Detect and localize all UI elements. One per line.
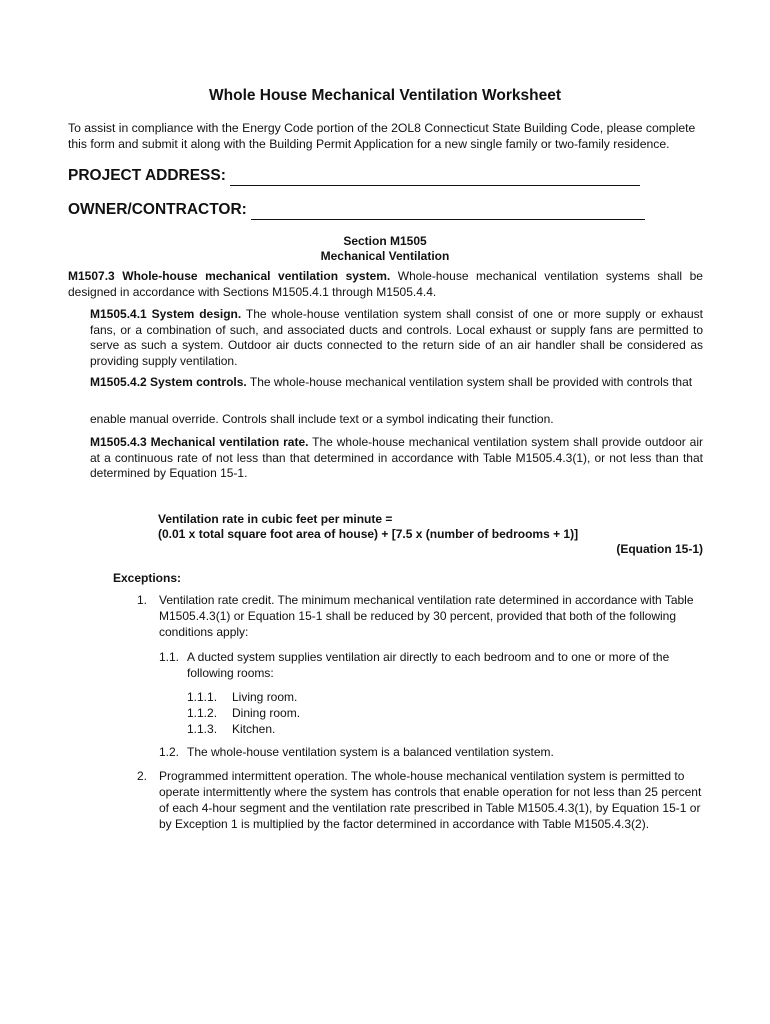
- exception-2-text: Programmed intermittent operation. The whole-house mechanical ventilation system is permitted to operate intermittently where the system has controls that enable operation for not less than 25 percent of each 4-hour segment and the ventilation rate prescribed in Table M1505.4.3(1), by Equation 15-1 or by Exception 1 is multiplied by the factor determined in accordance with Table M1505.4.3(2).: [159, 769, 702, 831]
- equation-line-2: (0.01 x total square foot area of house) + [7.5 x (number of bedrooms + 1)]: [158, 527, 579, 541]
- project-address-field: [68, 166, 640, 186]
- room-1-text: Living room.: [232, 690, 298, 704]
- exception-1-2-text: The whole-house ventilation system is a balanced ventilation system.: [187, 745, 554, 759]
- exception-1-2-number: 1.2.: [159, 745, 180, 759]
- room-2-number: 1.1.2.: [187, 706, 218, 720]
- exception-2-number: 2.: [137, 769, 148, 783]
- m1505-4-3-text: The whole-house mechanical ventilation system shall provide outdoor air at a continuous rate of not less than that determined in accordance with Table M1505.4.3(1), or not less than that determined by Equation 15-1.: [90, 435, 703, 480]
- equation-reference: (Equation 15-1): [616, 542, 703, 556]
- room-2-text: Dining room.: [232, 706, 301, 720]
- m1505-4-3-heading: M1505.4.3 Mechanical ventilation rate.: [90, 435, 309, 449]
- owner-contractor-field: [68, 200, 645, 220]
- m1505-4-3-paragraph: [90, 435, 703, 482]
- m1507-text: Whole-house mechanical ventilation systems shall be designed in accordance with Sections M1505.4.1 through M1505.4.4.: [68, 269, 703, 299]
- m1505-4-2-text: The whole-house mechanical ventilation system shall be provided with controls that: [246, 375, 693, 389]
- exception-1-1-text: A ducted system supplies ventilation air directly to each bedroom and to one or more of the following rooms:: [187, 650, 670, 680]
- owner-contractor-label: OWNER/CONTRACTOR:: [68, 201, 247, 218]
- m1505-4-2-heading: M1505.4.2 System controls.: [90, 375, 247, 389]
- m1505-4-2-continuation: enable manual override. Controls shall include text or a symbol indicating their function.: [90, 412, 554, 426]
- owner-contractor-input-line[interactable]: [251, 205, 645, 220]
- exception-1-number: 1.: [137, 593, 148, 607]
- page-title: Whole House Mechanical Ventilation Worksheet: [209, 87, 561, 104]
- m1505-4-2-paragraph: [90, 375, 703, 391]
- m1507-paragraph: [68, 269, 703, 300]
- m1505-4-1-paragraph: [90, 307, 703, 369]
- section-number: Section M1505: [343, 234, 427, 248]
- m1507-heading: M1507.3 Whole-house mechanical ventilation system.: [68, 269, 391, 283]
- project-address-input-line[interactable]: [230, 171, 640, 186]
- room-3-number: 1.1.3.: [187, 722, 218, 736]
- exception-1-text: Ventilation rate credit. The minimum mechanical ventilation rate determined in accordance with Table M1505.4.3(1) or Equation 15-1 shall be reduced by 30 percent, provided that both of the following conditions apply:: [159, 593, 694, 639]
- room-1-number: 1.1.1.: [187, 690, 218, 704]
- intro-paragraph: To assist in compliance with the Energy Code portion of the 2OL8 Connecticut State Building Code, please complete this form and submit it along with the Building Permit Application for a new single family or two-family residence.: [68, 121, 696, 151]
- exceptions-heading: Exceptions:: [113, 571, 182, 585]
- section-name: Mechanical Ventilation: [320, 249, 450, 263]
- equation-line-1: Ventilation rate in cubic feet per minute =: [158, 512, 393, 526]
- room-3-text: Kitchen.: [232, 722, 276, 736]
- m1505-4-1-text: The whole-house ventilation system shall consist of one or more supply or exhaust fans, or a combination of such, and associated ducts and controls. Local exhaust or supply fans are permitted to serve as such a system. Outdoor air ducts connected to the return side of an air handler shall be considered as providing supply ventilation.: [90, 307, 703, 368]
- project-address-label: PROJECT ADDRESS:: [68, 167, 226, 184]
- exception-1-1-number: 1.1.: [159, 650, 180, 664]
- m1505-4-1-heading: M1505.4.1 System design.: [90, 307, 242, 321]
